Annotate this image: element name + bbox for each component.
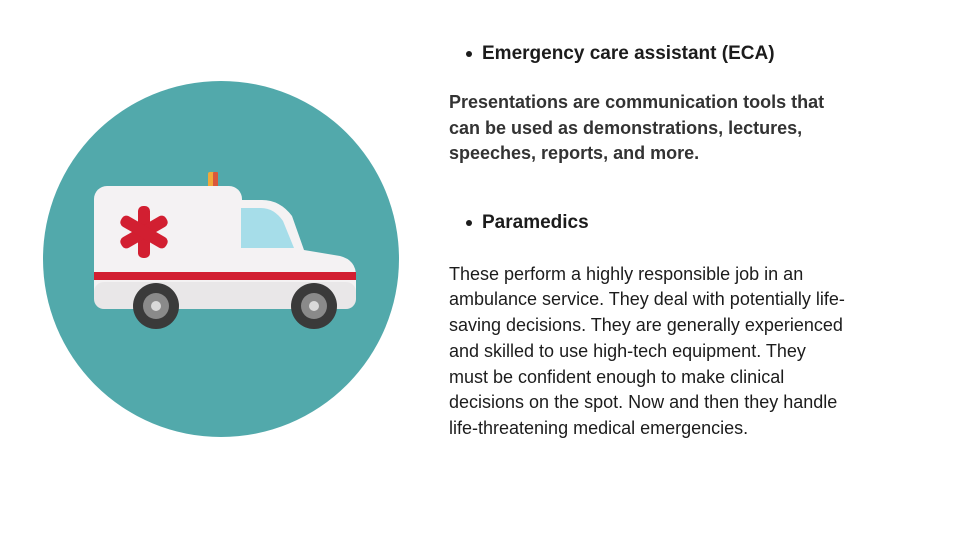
bullet-icon: [466, 220, 472, 226]
section-heading-text: Emergency care assistant (ECA): [482, 43, 775, 64]
section-heading-eca: [449, 40, 849, 68]
section-body-paramedics: These perform a highly responsible job in an ambulance service. They deal with potentially life-saving decisions. They are generally experienced and skilled to use high-tech equipment. They must be confident enough to make clinical decisions on the spot. Now and then they handle life-threatening medical emergencies.: [449, 263, 845, 439]
bullet-icon: [466, 51, 472, 57]
text-column: [449, 40, 849, 442]
ambulance-stripe: [94, 272, 356, 280]
ambulance-icon: [42, 80, 400, 438]
rear-wheel-icon: [133, 283, 179, 329]
section-heading-paramedics: [449, 209, 849, 237]
section-heading-text: Paramedics: [482, 211, 589, 233]
ambulance-illustration: [42, 80, 400, 438]
front-wheel-icon: [291, 283, 337, 329]
section-body-eca: Presentations are communication tools that can be used as demonstrations, lectures, speeches, reports, and more.: [449, 92, 825, 163]
